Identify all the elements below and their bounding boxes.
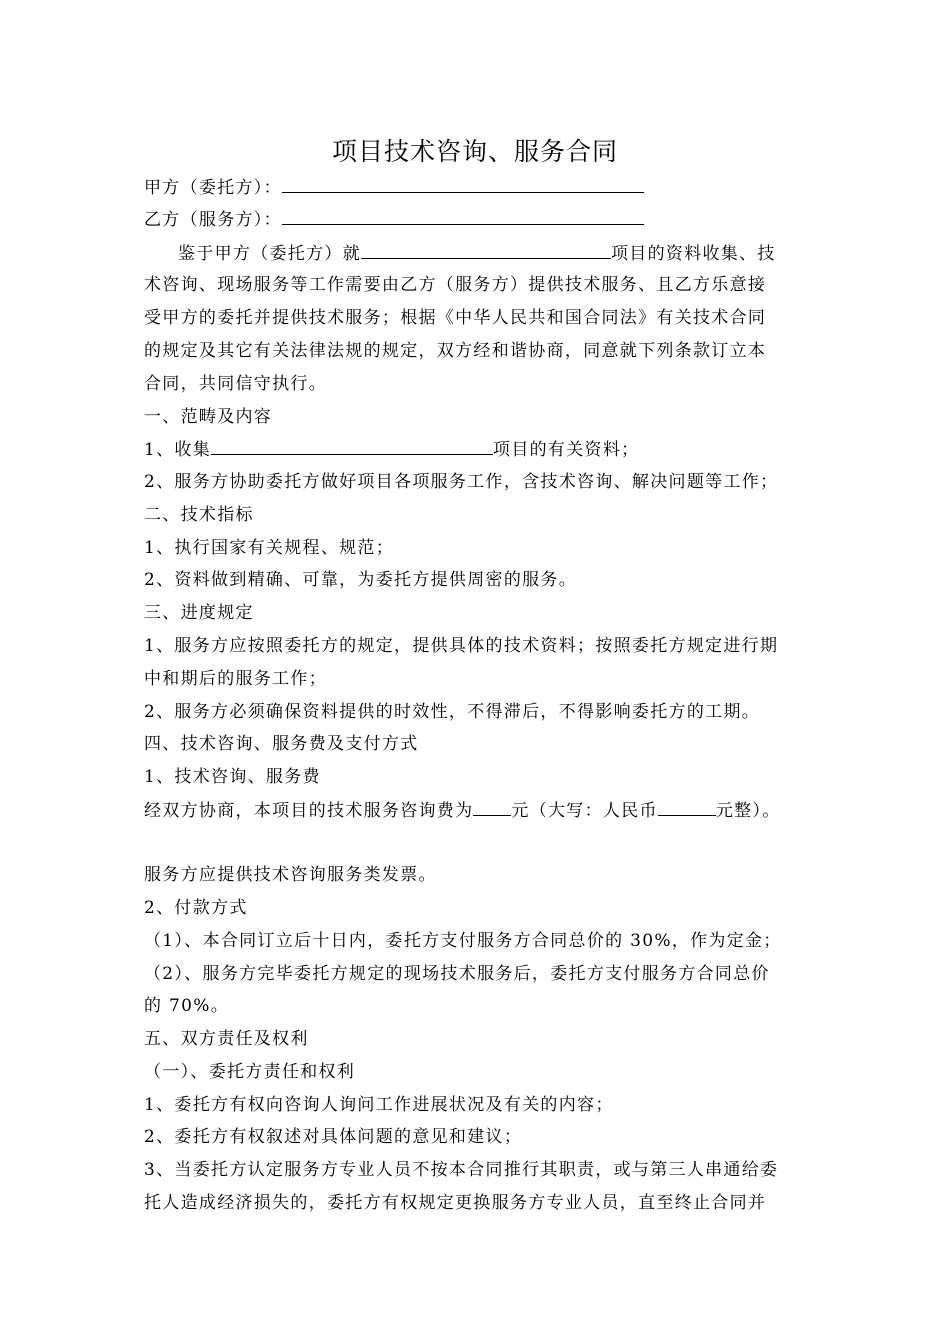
section-heading: 四、技术咨询、服务费及支付方式 <box>144 734 419 754</box>
paragraph-line: 受甲方的委托并提供技术服务；根据《中华人民共和国合同法》有关技术合同 <box>144 308 767 328</box>
party-b-label: 乙方（服务方）： <box>144 210 282 230</box>
fee-line <box>144 797 781 824</box>
clause-line: 托人造成经济损失的，委托方有权规定更换服务方专业人员，直至终止合同并 <box>144 1193 767 1213</box>
paragraph-line <box>178 240 776 267</box>
document-title: 项目技术咨询、服务合同 <box>331 137 618 166</box>
clause-line: 2、资料做到精确、可靠，为委托方提供周密的服务。 <box>144 570 578 590</box>
clause-line: 2、委托方有权叙述对具体问题的意见和建议； <box>144 1127 523 1147</box>
clause-line: （1）、本合同订立后十日内，委托方支付服务方合同总价的 30%，作为定金； <box>144 931 782 951</box>
paragraph-line: 术咨询、现场服务等工作需要由乙方（服务方）提供技术服务、且乙方乐意接 <box>144 275 767 295</box>
clause-line: 1、委托方有权向咨询人询问工作进展状况及有关的内容； <box>144 1095 614 1115</box>
clause-line: 1、技术咨询、服务费 <box>144 767 321 787</box>
clause-line: 中和期后的服务工作； <box>144 669 327 689</box>
text-segment: 鉴于甲方（委托方）就 <box>178 244 361 264</box>
section-heading: 二、技术指标 <box>144 505 254 525</box>
section-heading: 五、双方责任及权利 <box>144 1029 309 1049</box>
section-heading: 三、进度规定 <box>144 603 254 623</box>
clause-line: （2）、服务方完毕委托方规定的现场技术服务后，委托方支付服务方合同总价 <box>144 964 770 984</box>
fee-amount-blank[interactable] <box>473 797 511 816</box>
text-segment: 元（大写：人民币 <box>511 801 658 821</box>
party-a-blank[interactable] <box>282 174 644 193</box>
clause-line: 1、服务方应按照委托方的规定，提供具体的技术资料；按照委托方规定进行期 <box>144 636 779 656</box>
paragraph-line: 合同，共同信守执行。 <box>144 374 327 394</box>
paragraph-line: 的规定及其它有关法律法规的规定，双方经和谐协商，同意就下列条款订立本 <box>144 341 767 361</box>
project-name-blank[interactable] <box>361 240 611 259</box>
party-a-line <box>144 174 644 201</box>
clause-line: 的 70%。 <box>144 996 229 1016</box>
collect-project-blank[interactable] <box>211 436 493 455</box>
text-segment: 项目的有关资料； <box>493 440 640 460</box>
subsection-heading: （一）、委托方责任和权利 <box>144 1062 356 1082</box>
party-b-line <box>144 206 644 233</box>
clause-line: 3、当委托方认定服务方专业人员不按本合同推行其职责，或与第三人串通给委 <box>144 1160 779 1180</box>
clause-line: 服务方应提供技术咨询服务类发票。 <box>144 865 437 885</box>
clause-line: 2、付款方式 <box>144 898 248 918</box>
clause-line: 2、服务方必须确保资料提供的时效性，不得滞后，不得影响委托方的工期。 <box>144 702 761 722</box>
text-segment: 项目的资料收集、技 <box>611 244 776 264</box>
clause-line: 1、执行国家有关规程、规范； <box>144 538 395 558</box>
text-segment: 经双方协商，本项目的技术服务咨询费为 <box>144 801 474 821</box>
section-heading: 一、范畴及内容 <box>144 407 273 427</box>
party-a-label: 甲方（委托方）： <box>144 178 282 198</box>
clause-line <box>144 436 639 463</box>
fee-capital-blank[interactable] <box>658 797 716 816</box>
clause-line: 2、服务方协助委托方做好项目各项服务工作，含技术咨询、解决问题等工作； <box>144 472 779 492</box>
text-segment: 元整）。 <box>715 801 781 821</box>
text-segment: 1、收集 <box>144 440 212 460</box>
party-b-blank[interactable] <box>282 206 644 225</box>
